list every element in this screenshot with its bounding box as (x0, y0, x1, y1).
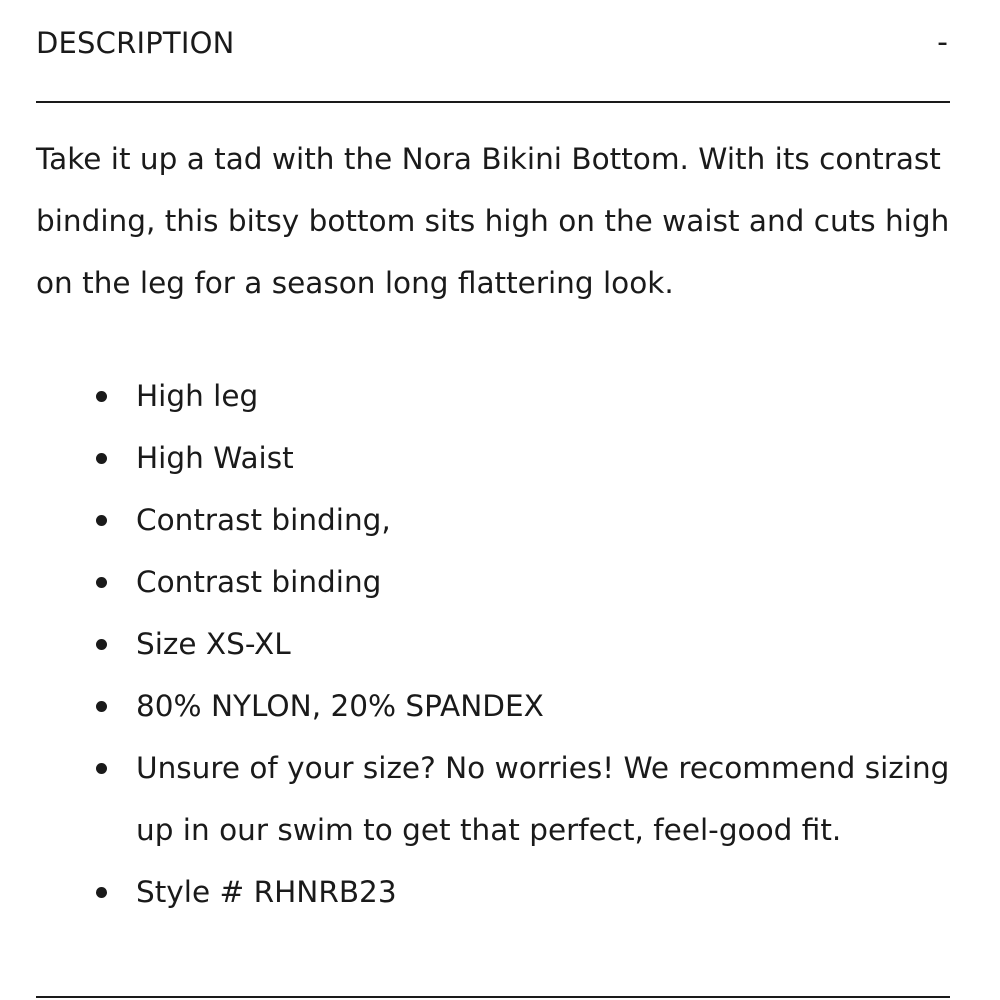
list-item (36, 551, 950, 613)
feature-text: Contrast binding (136, 565, 382, 599)
list-item (36, 737, 950, 861)
feature-text: 80% NYLON, 20% SPANDEX (136, 689, 544, 723)
feature-text: High leg (136, 379, 259, 413)
feature-text: Style # RHNRB23 (136, 875, 397, 909)
feature-text: Contrast binding, (136, 503, 391, 537)
description-accordion-header[interactable] (36, 0, 950, 103)
bullet-icon (96, 577, 107, 588)
description-accordion (36, 0, 950, 909)
list-item (36, 489, 950, 551)
bullet-icon (96, 763, 107, 774)
bullet-icon (96, 639, 107, 650)
feature-text: Unsure of your size? No worries! We recommend sizing up in our swim to get that perfect, feel-good fit. (136, 751, 950, 847)
feature-list (36, 365, 950, 923)
product-description: Take it up a tad with the Nora Bikini Bottom. With its contrast binding, this bitsy bottom sits high on the waist and cuts high on the leg for a season long flattering look. (36, 142, 950, 300)
list-item (36, 861, 950, 923)
feature-text: Size XS-XL (136, 627, 291, 661)
list-item (36, 365, 950, 427)
feature-text: High Waist (136, 441, 294, 475)
list-item (36, 613, 950, 675)
collapse-minus-icon[interactable]: - (937, 25, 948, 60)
bullet-icon (96, 887, 107, 898)
list-item (36, 427, 950, 489)
bullet-icon (96, 515, 107, 526)
bullet-icon (96, 391, 107, 402)
list-item (36, 675, 950, 737)
section-divider (36, 996, 950, 998)
bullet-icon (96, 701, 107, 712)
accordion-title: DESCRIPTION (36, 26, 235, 60)
bullet-icon (96, 453, 107, 464)
